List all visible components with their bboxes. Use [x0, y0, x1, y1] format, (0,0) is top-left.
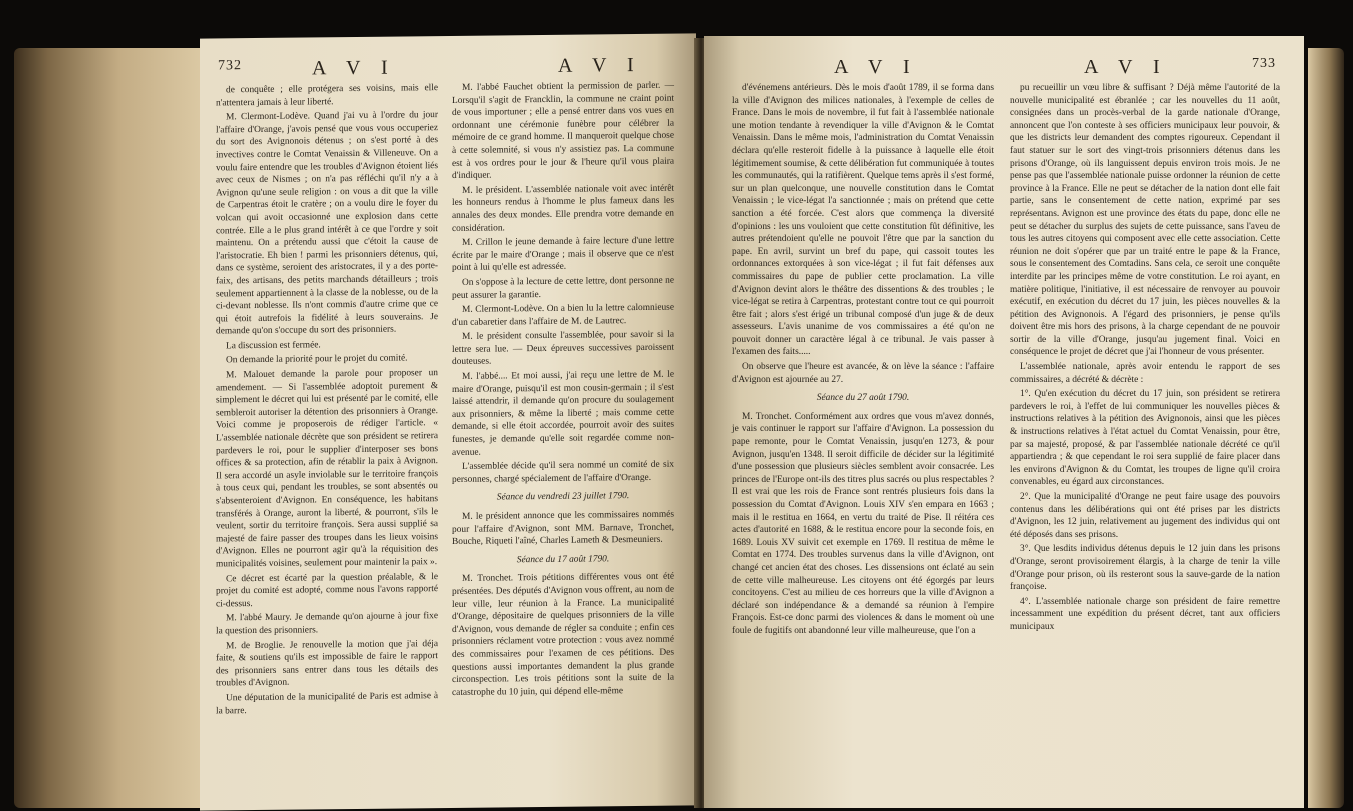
paragraph: M. Clermont-Lodève. On a bien lu la lettre calomnieuse d'un cabaretier dans l'affaire de M. de Lautrec.	[452, 302, 674, 328]
left-page-stack	[14, 48, 204, 808]
right-column-1	[732, 82, 994, 640]
session-heading: Séance du 17 août 1790.	[516, 554, 610, 566]
paragraph: On demande la priorité pour le projet du comité.	[226, 353, 408, 366]
paragraph: de conquête ; elle protégera ses voisins, mais elle n'attentera jamais à leur liberté.	[216, 83, 438, 109]
paragraph: M. Crillon le jeune demande à faire lecture d'une lettre écrite par le maire d'Orange ; mais il observe que ce n'est point à lui qu'elle est adressée.	[452, 235, 674, 274]
left-column-1	[216, 82, 438, 719]
open-book	[14, 8, 1344, 808]
paragraph: M. l'abbé Fauchet obtient la permission de parler. — Lorsqu'il s'agit de Francklin, la commune ne craint point de vous importuner ; elle a pensé entrer dans vos vues en ordonnant une cérémonie funèbre pour célébrer la mémoire de ce grand homme. Il manqueroit quelque chose à cette solemnité, si vous n'y assistiez pas. La commune est à vos ordres pour le jour & l'heure qu'il vous plaira d'indiquer.	[452, 80, 674, 182]
left-page	[200, 33, 696, 810]
right-column-2	[1010, 82, 1280, 636]
paragraph: M. Malouet demande la parole pour proposer un amendement. — Si l'assemblée adoptoit purement & simplement le décret qui lui est présenté par le comité, elle sembleroit autoriser la détention des prisonniers à Orange. Voici comme je proposerois de rédiger l'article. « L'assemblée nationale décrète que son président se retirera pardevers le roi, pour le supplier d'interposer ses bons offices & sa protection, afin de rétablir la paix à Avignon. Il sera accordé un asyle inviolable sur le territoire françois à tous ceux qui, pendant les troubles, se sont absentés ou s'absenteroient d'Avignon. En conséquence, les habitans transférés à Orange, auront la liberté, & pourront, s'ils le veulent, sortir du territoire françois. Sera aussi supplié sa majesté de faire passer des troupes dans les lieux voisins d'Avignon. Elles ne pourront agir qu'à la réquisition des municipalités voisines, seulement pour maintenir la paix ».	[216, 368, 438, 570]
paragraph: d'événemens antérieurs. Dès le mois d'août 1789, il se forma dans la ville d'Avignon des milices nationales, à l'exemple de celles de France. Dans le mois de novembre, il fut fait à l'assemblée nationale une motion tendante à revendiquer la ville d'Avignon & le Comtat Venaissin. Dans le même mois, l'administration du Comtat Venaissin déclara qu'elle resteroit fidelle à la puissance à laquelle elle étoit légitimement soumise, & cette délibération fut communiquée à toutes les communautés, qui la ratifièrent. Quelque tems après il s'est formé, sur un plan quelconque, une nouvelle constitution dans le Comtat Venaissin ; le vice-légat l'a sanctionnée ; mais on prétend que cette sanction a été forcée. C'est alors que commença la diversité d'opinions : les uns vouloient que cette constitution fût définitive, les autres prétendoient qu'elle ne pouvoit l'être que par la sanction du pape. En avril, survint un bref du pape, qui cassoit toutes les ordonnances extorquées à son vice-légat ; il fut fait défenses aux commissaires du pape de publier cette proclamation. La ville d'Avignon devint alors le théâtre des dissentions & des troubles ; le vice-légat se retira à Carpentras, protestant contre tout ce qui pourroit être fait ; alors s'est érigé un tribunal composé d'un juge & de deux assesseurs. L'avis unanime de vos commissaires a été qu'on ne pouvoit donner un caractère légal à ce tribunal. Je vais passer à l'examen des faits.....	[732, 83, 994, 358]
right-page	[704, 36, 1304, 808]
paragraph: M. le président annonce que les commissaires nommés pour l'affaire d'Avignon, sont MM. Barnave, Tronchet, Bouche, Riqueti l'aîné, Charles Lameth & Desmeuniers.	[452, 509, 674, 548]
left-page-number: 732	[218, 58, 242, 74]
paragraph: La discussion est fermée.	[226, 340, 321, 352]
paragraph: 2°. Que la municipalité d'Orange ne peut faire usage des pouvoirs contenus dans les délibérations qui ont été prises par les districts d'Avignon, les 12 juin, relativement au jugement des individus qui ont été déposés dans ses prisons.	[1010, 492, 1280, 540]
paragraph: M. de Broglie. Je renouvelle la motion que j'ai déja faite, & soutiens qu'ils est impossible de faire le rapport des prisonniers sans entrer dans tous les détails des troubles d'Avignon.	[216, 638, 438, 689]
left-column-2	[452, 80, 674, 702]
paragraph: Ce décret est écarté par la question préalable, & le projet du comité est adopté, comme nous l'avons rapporté ci-dessus.	[216, 571, 438, 610]
right-page-number: 733	[1252, 56, 1276, 71]
paragraph: M. le président. L'assemblée nationale voit avec intérêt les honneurs rendus à l'homme le plus fameux dans les annales des deux mondes. Elle prendra votre demande en considération.	[452, 183, 674, 234]
paragraph: M. Tronchet. Conformément aux ordres que vous m'avez donnés, je vais continuer le rapport sur l'affaire d'Avignon. La possession du pape remonte, pour le Comtat Venaissin, jusqu'en 1273, & pour Avignon, jusqu'en 1348. Il seroit difficile de décider sur la légitimité d'une possession que plusieurs siècles semblent avoir consacrée. Les princes de l'Europe ont-ils des titres plus sacrés ou plus respectables ? Il est vrai que les rois de France sont rentrés plusieurs fois dans la possession du Comtat d'Avignon. Louis XIV s'en empara en 1663 ; mais il le restitua en 1664, en vertu du traité de Pise. Il réitéra ces actes d'autorité en 1688, & le restitua encore pour la seconde fois, en 1689. Louis XV suivit cet exemple en 1769. Il restitua de même le Comtat en 1774. Des troubles survenus dans la ville d'Avignon, ont changé cet ancien état des choses. Les dissensions ont éclaté au sein de cette ville malheureuse. Les citoyens ont été égorgés par leurs concitoyens. C'est au milieu de ces horreurs que la ville d'Avignon a déclaré son indépendance & a demandé sa réunion à l'empire François. Est-ce donc parmi des violences & dans le moment où une foule de fugitifs ont abandonné leur ville malheureuse, que l'on a	[732, 411, 994, 636]
paragraph: Une députation de la municipalité de Paris est admise à la barre.	[216, 691, 438, 716]
paragraph: 1°. Qu'en exécution du décret du 17 juin, son président se retirera pardevers le roi, à l'effet de lui communiquer les nouvelles pièces & instructions relatives à la pétition des Avignonois, ainsi que les pièces & instructions relatives à l'état actuel du Comtat Venaissin, pour être, par sa majesté, proposé, & par l'assemblée nationale décrété ce qu'il appartiendra ; & que cependant le roi sera supplié de faire placer dans les environs d'Avignon & du Comtat, les troupes de ligne qu'il croira convenables, eu égard aux circonstances.	[1010, 389, 1280, 488]
paragraph: M. l'abbé.... Et moi aussi, j'ai reçu une lettre de M. le maire d'Orange, puisqu'il est mon cousin-germain ; il s'est laissé attendrir, il demande qu'on procure du soulagement aux prisonniers, & même la liberté ; mais comme cette demande, si elle étoit accordée, pourroit avoir des suites funestes, je demande qu'elle soit regardée comme non-avenue.	[452, 369, 674, 458]
paragraph: M. l'abbé Maury. Je demande qu'on ajourne à jour fixe la question des prisonniers.	[216, 611, 438, 637]
paragraph: M. le président consulte l'assemblée, pour savoir si la lettre sera lue. — Deux épreuves successives paroissent douteuses.	[452, 329, 674, 368]
paragraph: L'assemblée décide qu'il sera nommé un comité de six personnes, chargé spécialement de l'affaire d'Orange.	[452, 459, 674, 485]
paragraph: M. Clermont-Lodève. Quand j'ai vu à l'ordre du jour l'affaire d'Orange, j'avois pensé que vous vous occuperiez du sort des Avignonois détenus ; on s'est porté à des invectives contre le Comtat Venaissin & Villeneuve. On a voulu faire entendre que les troubles d'Avignon étoient liés avec ceux de Nismes ; on n'a pas réfléchi qu'il n'y a à Avignon qu'une seule religion : on vous a dit que la ville de Carpentras étoit le cratère ; on a voulu dire le foyer du volcan qui avoit occasionné une explosion dans cette contrée. Elle a le plus grand intérêt à ce que l'ordre y soit maintenu. On a prétendu aussi que c'étoit la cause de l'aristocratie. Eh bien ! parmi les prisonniers détenus, qui, dans ce système, seroient des aristocrates, il y a des porte-faix, des artisans, des petits marchands détailleurs ; trois seulement appartiennent à la classe de la noblesse, ou de la ci-devant noblesse. Ils n'ont commis d'autre crime que ce qui étoit autrefois la fidélité à leurs souverains. Je demande qu'on s'occupe du sort des prisonniers.	[216, 110, 438, 337]
paragraph: 4°. L'assemblée nationale charge son président de faire remettre incessamment une expédition du présent décret, tant aux officiers municipaux	[1010, 596, 1280, 632]
paragraph: pu recueillir un vœu libre & suffisant ? Déjà même l'autorité de la nouvelle municipalité est ébranlée ; car les nouvelles du 11 août, consignées dans un procès-verbal de la garde nationale d'Orange, annoncent que l'on conteste à ses officiers municipaux leur pouvoir, & que les districts leur demandent des comptes rigoureux. Cependant il faut statuer sur le sort des vingt-trois prisonniers détenus dans les prisons d'Orange, où ils languissent depuis environ trois mois. Je ne pense pas que l'assemblée nationale puisse ordonner la réunion de cette province à la France. Elle ne peut se détacher de la nation dont elle fait partie, sans le consentement de cette nation, exprimé par ses représentans. Avignon est une province des états du pape, donc elle ne peut se détacher du surplus des sujets de cette puissance, sans l'aveu de tous les autres citoyens qui composent avec elle cette association. Cette réunion ne doit s'opérer que par un traité entre le pape & la France, sous le consentement des Comtadins. Sans cela, ce seroit une conquête interdite par les principes même de votre constitution. Le roi ayant, en matière politique, l'initiative, il est nécessaire de renvoyer au pouvoir exécutif, en exécution du décret du 17 juin, les pièces nouvelles & la pétition des Avignonois. A l'égard des prisonniers, je pense qu'ils doivent être mis hors des prisons, à la charge cependant de ne pouvoir sortir de la ville d'Orange, jusqu'au jugement final. Voici en conséquence le projet de décret que j'ai l'honneur de vous présenter.	[1010, 83, 1280, 358]
right-page-stack	[1308, 48, 1344, 808]
paragraph: On s'oppose à la lecture de cette lettre, dont personne ne peut assurer la garantie.	[452, 275, 674, 301]
left-running-head-col1: A V I	[312, 56, 396, 80]
paragraph: On observe que l'heure est avancée, & on lève la séance : l'affaire d'Avignon est ajournée au 27.	[732, 362, 994, 385]
session-heading: Séance du vendredi 23 juillet 1790.	[496, 491, 630, 503]
session-heading: Séance du 27 août 1790.	[816, 393, 910, 404]
paragraph: 3°. Que lesdits individus détenus depuis le 12 juin dans les prisons d'Orange, seront provisoirement élargis, à la charge de tenir la ville d'Orange pour prison, où ils resteront sous la sauve-garde de la nation françoise.	[1010, 544, 1280, 593]
right-running-head-col1: A V I	[834, 56, 918, 78]
right-running-head-col2: A V I	[1084, 56, 1168, 78]
paragraph: M. Tronchet. Trois pétitions différentes vous ont été présentées. Des députés d'Avignon vous offrent, au nom de leur ville, leur réunion à la France. La municipalité d'Orange, dépositaire de quelques prisonniers de la ville d'Avignon, vous demande de régler sa conduite ; enfin ces prisonniers réclament votre protection : vous avez nommé des commissaires pour l'examen de ces pétitions. Des questions aussi importantes demandent la plus grande circonspection. Les trois pétitions sont la suite de la catastrophe du 10 juin, qui dépend elle-même	[452, 572, 674, 698]
paragraph: L'assemblée nationale, après avoir entendu le rapport de ses commissaires, a décrété & décrète :	[1010, 362, 1280, 385]
left-running-head-col2: A V I	[558, 53, 642, 77]
